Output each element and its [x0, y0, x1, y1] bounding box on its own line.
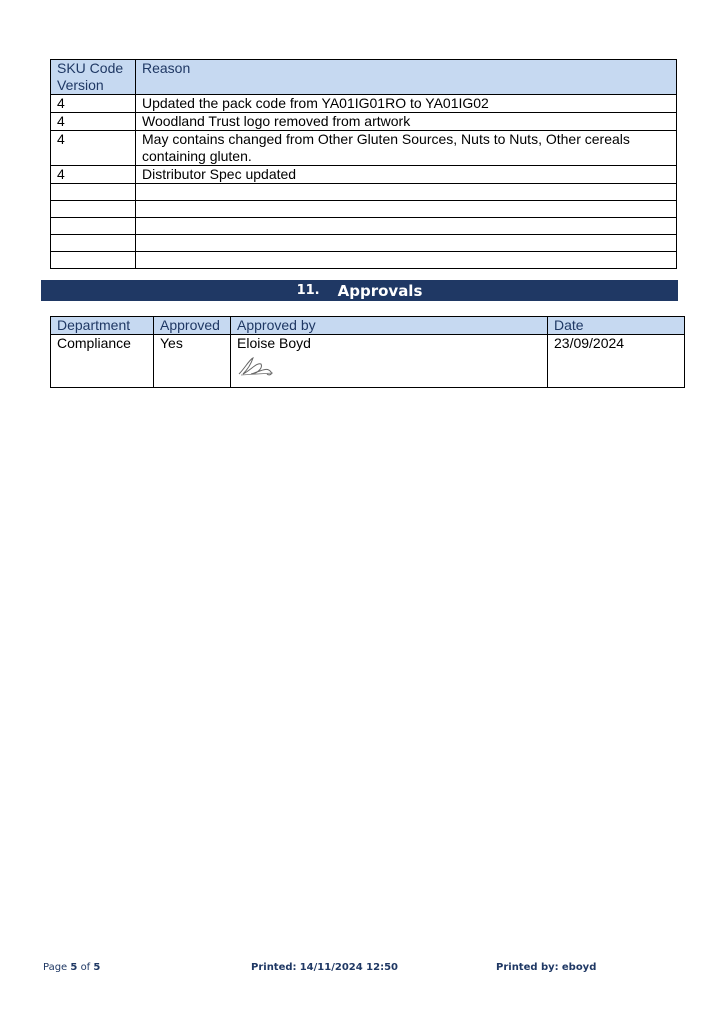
reason-cell: Woodland Trust logo removed from artwork: [136, 113, 677, 131]
section-heading-approvals: [41, 280, 678, 301]
empty-cell: [51, 201, 136, 218]
column-header: SKU Code Version: [51, 60, 136, 95]
table-row: [51, 131, 677, 166]
table-row: [51, 166, 677, 184]
date-cell: 23/09/2024: [548, 335, 685, 388]
signature-image: [237, 354, 277, 378]
column-header: Department: [51, 317, 154, 335]
revision-table: [50, 59, 677, 269]
table-header-row: [51, 60, 677, 95]
approvals-table: [50, 316, 685, 388]
reason-cell: Distributor Spec updated: [136, 166, 677, 184]
approved-by-cell: [231, 335, 548, 388]
footer-printed-date: Printed: 14/11/2024 12:50: [251, 962, 398, 973]
column-header: Approved: [154, 317, 231, 335]
sku-version-cell: 4: [51, 166, 136, 184]
approver-name: Eloise Boyd: [237, 335, 311, 351]
table-row: [51, 95, 677, 113]
sku-version-cell: 4: [51, 95, 136, 113]
department-cell: Compliance: [51, 335, 154, 388]
empty-cell: [136, 201, 677, 218]
column-header: Date: [548, 317, 685, 335]
table-row: [51, 335, 685, 388]
column-header: Reason: [136, 60, 677, 95]
approved-cell: Yes: [154, 335, 231, 388]
empty-cell: [51, 218, 136, 235]
sku-version-cell: 4: [51, 131, 136, 166]
table-header-row: [51, 317, 685, 335]
reason-cell: Updated the pack code from YA01IG01RO to YA01IG02: [136, 95, 677, 113]
empty-cell: [136, 218, 677, 235]
footer-page-number: Page 5 of 5: [43, 962, 101, 973]
column-header: Approved by: [231, 317, 548, 335]
empty-cell: [51, 235, 136, 252]
empty-cell: [51, 184, 136, 201]
sku-version-cell: 4: [51, 113, 136, 131]
empty-row: [51, 184, 677, 201]
empty-cell: [136, 252, 677, 269]
empty-cell: [136, 184, 677, 201]
section-number: 11.: [296, 283, 320, 298]
empty-row: [51, 218, 677, 235]
footer-printed-by: Printed by: eboyd: [496, 962, 597, 973]
section-title: Approvals: [337, 281, 423, 300]
empty-row: [51, 252, 677, 269]
empty-cell: [51, 252, 136, 269]
reason-cell: May contains changed from Other Gluten Sources, Nuts to Nuts, Other cereals containing gluten.: [136, 131, 677, 166]
table-row: [51, 113, 677, 131]
empty-row: [51, 235, 677, 252]
empty-cell: [136, 235, 677, 252]
empty-row: [51, 201, 677, 218]
